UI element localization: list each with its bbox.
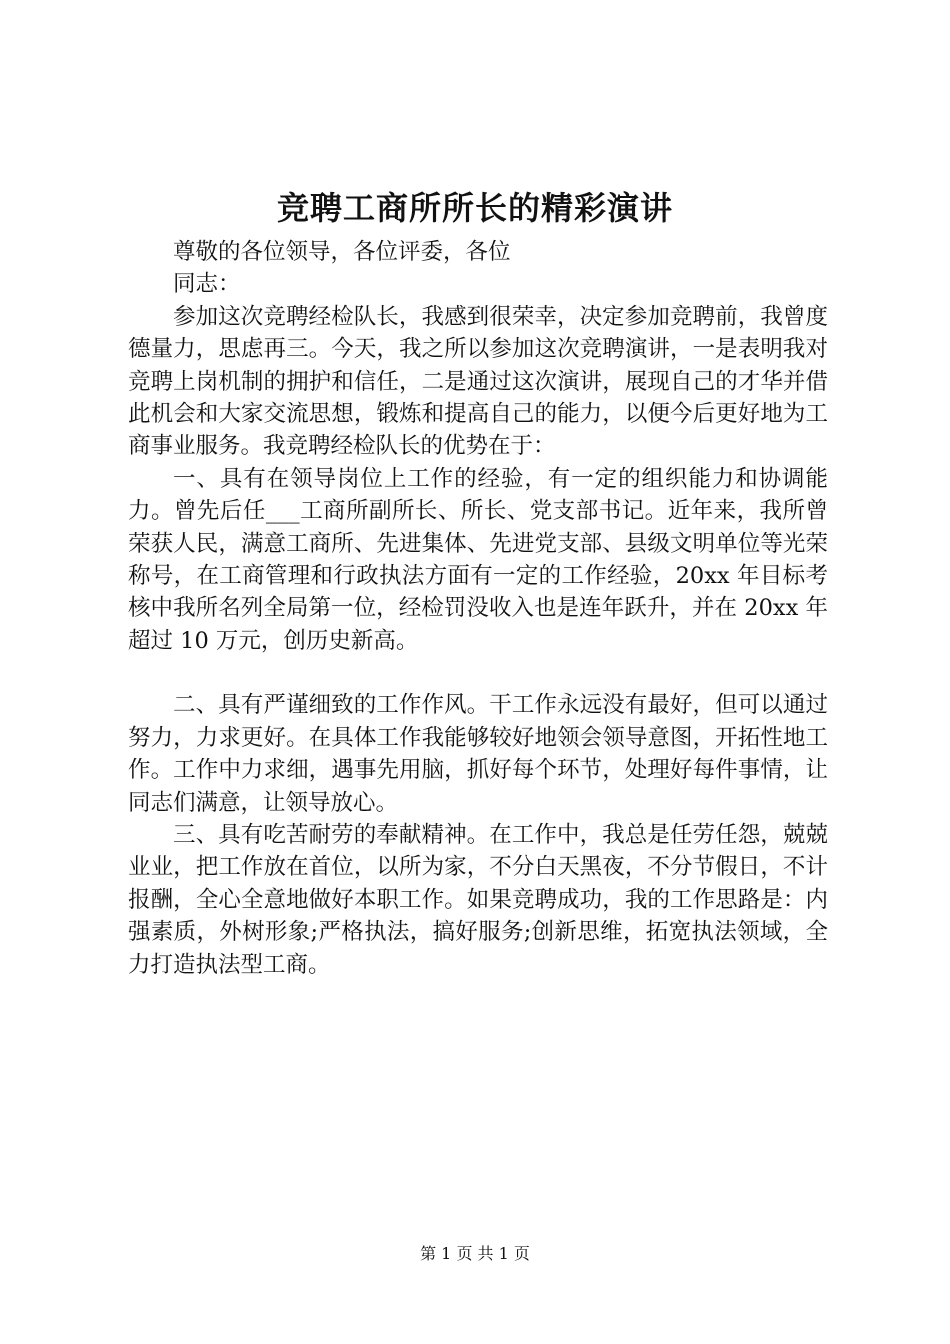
paragraph-point-3: 三、具有吃苦耐劳的奉献精神。在工作中，我总是任劳任怨，兢兢业业，把工作放在首位，以所为家，不分白天黑夜，不分节假日，不计报酬，全心全意地做好本职工作。如果竞聘成功，我的工作思路是：内强素质，外树形象;严格执法，搞好服务;创新思维，拓宽执法领域，全力打造执法型工商。 <box>128 821 828 978</box>
paragraph-intro: 参加这次竞聘经检队长，我感到很荣幸，决定参加竞聘前，我曾度德量力，思虑再三。今天，我之所以参加这次竞聘演讲，一是表明我对竞聘上岗机制的拥护和信任，二是通过这次演讲，展现自己的才华并借此机会和大家交流思想，锻炼和提高自己的能力，以便今后更好地为工商事业服务。我竞聘经检队长的优势在于： <box>128 303 828 460</box>
paragraph-point-2: 二、具有严谨细致的工作作风。干工作永远没有最好，但可以通过努力，力求更好。在具体工作我能够较好地领会领导意图，开拓性地工作。工作中力求细，遇事先用脑，抓好每个环节，处理好每件事情，让同志们满意，让领导放心。 <box>128 692 828 816</box>
document-body <box>128 236 828 981</box>
page-footer: 第 1 页 共 1 页 <box>420 1244 530 1263</box>
salutation-line-1: 尊敬的各位领导，各位评委，各位 <box>173 239 511 265</box>
paragraph-point-1: 一、具有在领导岗位上工作的经验，有一定的组织能力和协调能力。曾先后任___工商所副所长、所长、党支部书记。近年来，我所曾荣获人民，满意工商所、先进集体、先进党支部、县级文明单位等光荣称号，在工商管理和行政执法方面有一定的工作经验，20xx 年目标考核中我所名列全局第一位，经检罚没收入也是连年跃升，并在 20xx 年超过 10 万元，创历史新高。 <box>128 465 828 654</box>
document-title: 竞聘工商所所长的精彩演讲 <box>276 189 673 227</box>
salutation-line-2: 同志： <box>173 271 241 298</box>
